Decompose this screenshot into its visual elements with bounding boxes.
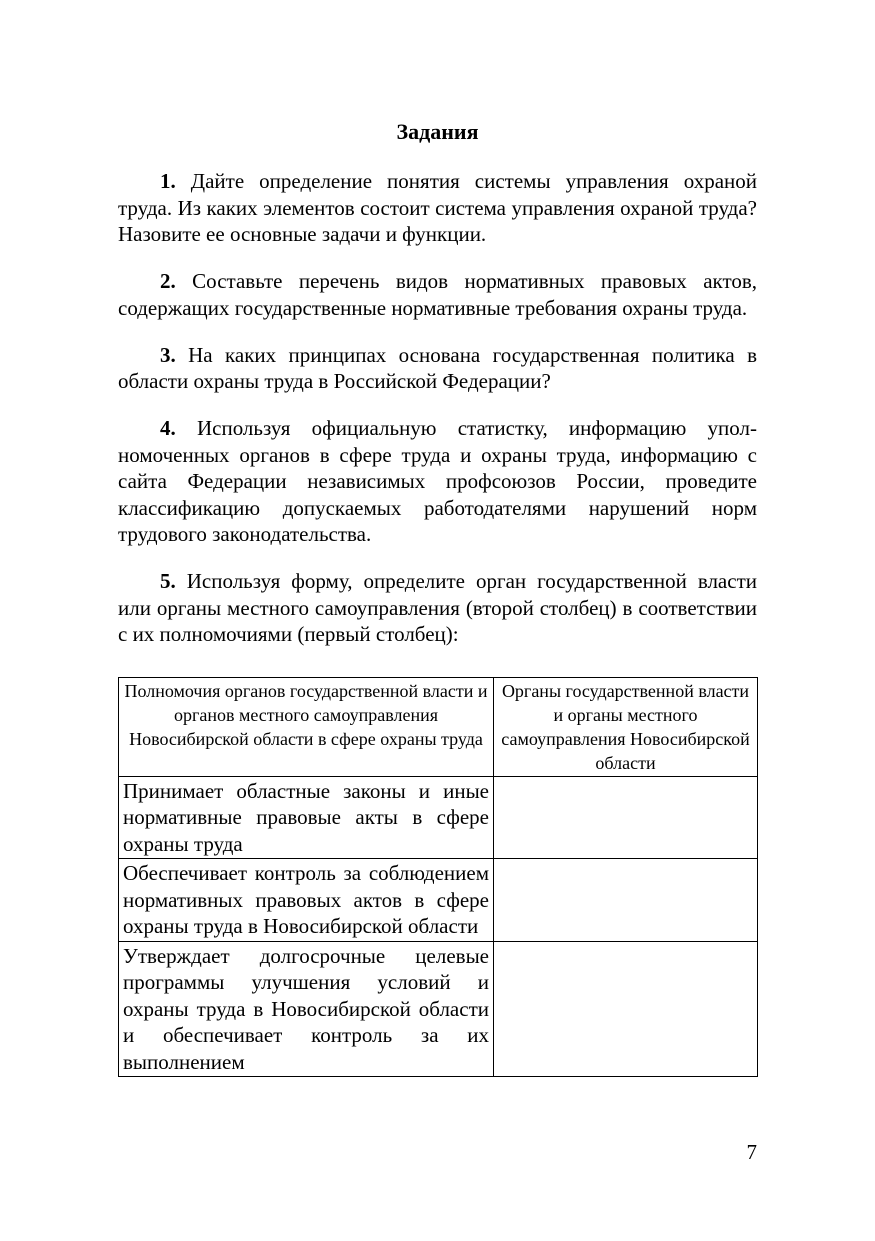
task-4 [118,415,757,548]
task-number: 4. [160,416,176,440]
body-cell [494,776,758,859]
task-text: Используя форму, определите орган государственной власти или органы местного самоуправления (второй столбец) в соответствии с их полномочиями (первый столбец): [118,569,757,646]
task-text: Дайте определение понятия системы управления охраной труда. Из каких элементов состоит система управления охраной труда? Назовите ее основные задачи и функции. [118,169,757,246]
task-2 [118,268,757,321]
table-row [119,941,758,1077]
table-header-row [119,677,758,776]
authority-cell: Обеспечивает контроль за соблюдением нормативных правовых актов в сфере охраны труда в Новосибирской области [119,859,494,942]
header-authorities: Полномочия органов государственной власти и органов местного самоуправления Новосибирской области в сфере охраны труда [119,677,494,776]
task-number: 5. [160,569,176,593]
authority-cell: Принимает областные законы и иные нормативные правовые акты в сфере охраны труда [119,776,494,859]
body-cell [494,859,758,942]
task-text: На каких принципах основана государственная политика в области охраны труда в Российской Федерации? [118,342,758,393]
page-title: Задания [396,119,479,144]
task-text: Составьте перечень видов нормативных правовых актов, содержащих государственные нормативные требования охраны труда. [118,269,758,320]
task-5 [118,568,757,648]
authority-form-table [118,677,758,1078]
page-number: 7 [746,1140,757,1164]
task-1 [118,168,757,248]
table-row [119,859,758,942]
task-text: Используя официальную статистку, информацию уполномоченных органов в сфере труда и охраны труда, информацию с сайта Федерации независимых профсоюзов России, проведите классификацию допускаемых работодателями нарушений норм трудового законодательства. [118,416,757,546]
authority-cell: Утверждает долгосрочные целевые программы улучшения условий и охраны труда в Новосибирской области и обеспечивает контроль за их выполнением [119,941,494,1077]
header-bodies: Органы государственной власти и органы местного самоуправления Новосибирской области [494,677,758,776]
task-number: 3. [160,342,176,367]
task-number: 2. [160,269,176,293]
document-page [118,118,757,1077]
body-cell [494,941,758,1077]
table-row [119,776,758,859]
task-number: 1. [160,169,176,193]
task-3 [118,342,757,395]
